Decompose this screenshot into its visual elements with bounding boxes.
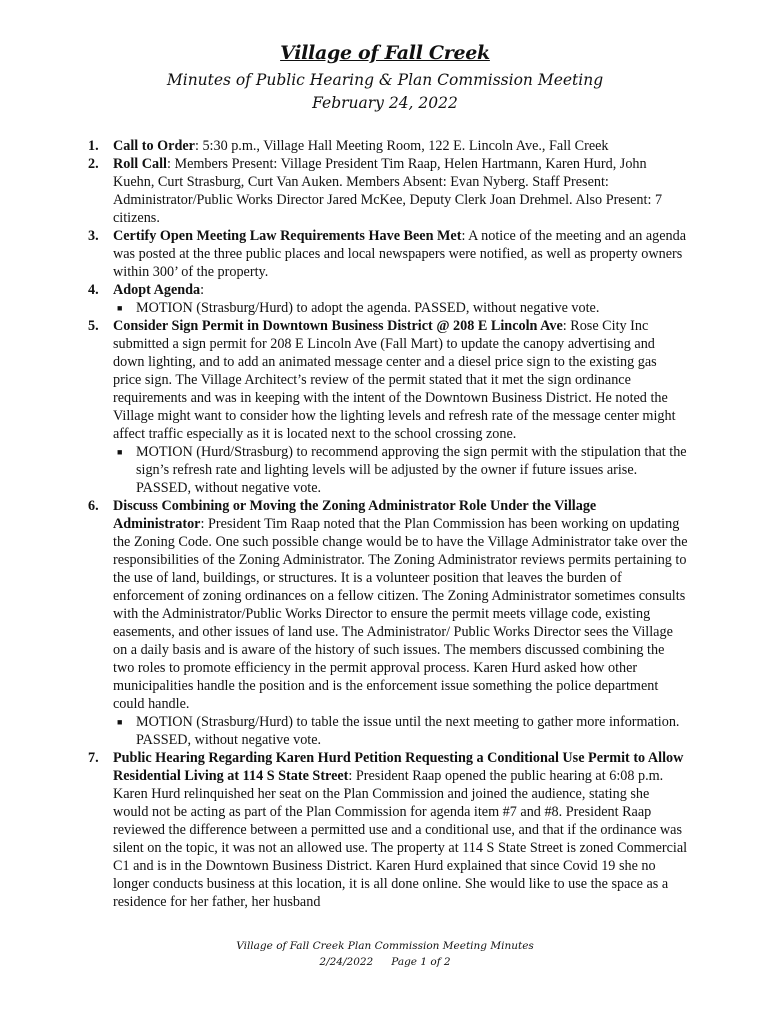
item-number: 2. — [88, 156, 99, 172]
item-heading: Consider Sign Permit in Downtown Business District @ 208 E Lincoln Ave — [113, 318, 563, 334]
item-heading: Roll Call — [113, 156, 167, 172]
agenda-item-public-hearing — [88, 749, 688, 911]
document-title: Village of Fall Creek — [280, 42, 490, 64]
motion-text: MOTION (Strasburg/Hurd) to table the issue until the next meeting to gather more information. PASSED, without negative vote. — [136, 714, 680, 748]
item-heading: Public Hearing Regarding Karen Hurd Petition Requesting a Conditional Use Permit to Allow Residential Living at 114 S State Street — [113, 750, 684, 784]
item-heading: Adopt Agenda — [113, 282, 201, 298]
motion-text: MOTION (Strasburg/Hurd) to adopt the agenda. PASSED, without negative vote. — [136, 300, 600, 316]
footer-date: 2/24/2022 — [319, 956, 374, 968]
motion-entry — [113, 299, 688, 317]
square-bullet-icon: ■ — [117, 717, 123, 727]
page-number: Page 1 of 2 — [391, 956, 451, 968]
item-number: 4. — [88, 282, 99, 298]
item-heading: Call to Order — [113, 138, 195, 154]
motion-text: MOTION (Hurd/Strasburg) to recommend approving the sign permit with the stipulation that the sign’s refresh rate and lighting levels will be adjusted by the owner if future issues arise. PASSED, without negative vote. — [136, 444, 687, 496]
item-text: : A notice of the meeting and an agenda was posted at the three public places and local newspapers were notified, as well as property owners within 300’ of the property. — [113, 228, 687, 280]
motion-entry — [113, 713, 688, 749]
item-text: : — [200, 282, 205, 298]
item-number: 5. — [88, 318, 99, 334]
footer-title: Village of Fall Creek Plan Commission Meeting Minutes — [236, 940, 534, 952]
item-text: : Rose City Inc submitted a sign permit for 208 E Lincoln Ave (Fall Mart) to update the canopy advertising and down lighting, and to add an animated message center and a diesel price sign to the existing gas price sign. The Village Architect’s review of the permit stated that it met the sign ordinance requirements and was in keeping with the intent of the Downtown Business District. He noted the Village might want to consider how the lighting levels and refresh rate of the message center might affect traffic especially as it is located next to the school crossing zone. — [113, 318, 676, 442]
agenda-item-open-meeting-law — [88, 227, 688, 281]
item-text: : Members Present: Village President Tim Raap, Helen Hartmann, Karen Hurd, John Kuehn, Curt Strasburg, Curt Van Auken. Members Absent: Evan Nyberg. Staff Present: Administrator/Public Works Director Jared McKee, Deputy Clerk Joan Drehmel. Also Present: 7 citizens. — [113, 156, 663, 226]
item-number: 1. — [88, 138, 99, 154]
agenda-item-roll-call — [88, 155, 688, 227]
item-number: 3. — [88, 228, 99, 244]
agenda-item-zoning-administrator — [88, 497, 688, 749]
square-bullet-icon: ■ — [117, 303, 123, 313]
motion-entry — [113, 443, 688, 497]
footer-date-page — [0, 955, 770, 970]
item-heading: Certify Open Meeting Law Requirements Have Been Met — [113, 228, 462, 244]
agenda-item-call-to-order — [88, 137, 688, 155]
item-number: 6. — [88, 498, 99, 514]
item-text: : President Raap opened the public hearing at 6:08 p.m. Karen Hurd relinquished her seat on the Plan Commission and joined the audience, stating she would not be acting as part of the Plan Commission for agenda item #7 and #8. President Raap reviewed the difference between a permitted use and a conditional use, and that if the ordinance was silent on the topic, it was not an allowed use. The property at 114 S State Street is zoned Commercial C1 and is in the Downtown Business District. Karen Hurd explained that since Covid 19 she no longer conducts business at this location, it is all done online. She would like to use the space as a residence for her father, her husband — [113, 768, 688, 910]
agenda-item-sign-permit — [88, 317, 688, 497]
document-subtitle: Minutes of Public Hearing & Plan Commission Meeting — [166, 71, 604, 89]
square-bullet-icon: ■ — [117, 447, 123, 457]
meeting-date: February 24, 2022 — [312, 94, 458, 112]
item-text: : 5:30 p.m., Village Hall Meeting Room, 122 E. Lincoln Ave., Fall Creek — [194, 138, 609, 154]
item-number: 7. — [88, 750, 99, 766]
agenda-items-list — [88, 137, 688, 911]
agenda-item-adopt-agenda — [88, 281, 688, 317]
item-text: : President Tim Raap noted that the Plan Commission has been working on updating the Zoning Code. One such possible change would be to have the Village Administrator take over the responsibilities of the Zoning Administrator. The Zoning Administrator reviews permits pertaining to the use of land, buildings, or structures. It is a volunteer position that leaves the burden of enforcement of zoning ordinances on a fellow citizen. The Zoning Administrator sometimes consults with the Administrator/Public Works Director to ensure the permit meets village code, existing easements, and other issues of land use. The Administrator/ Public Works Director sees the Village on a daily basis and is aware of the history of such issues. The members discussed combining the two roles to promote efficiency in the permit approval process. Karen Hurd asked how other municipalities handle the position and is the enforcement issue something the police department could handle. — [113, 516, 688, 712]
item-heading: Discuss Combining or Moving the Zoning Administrator Role Under the Village Administrator — [113, 498, 597, 532]
